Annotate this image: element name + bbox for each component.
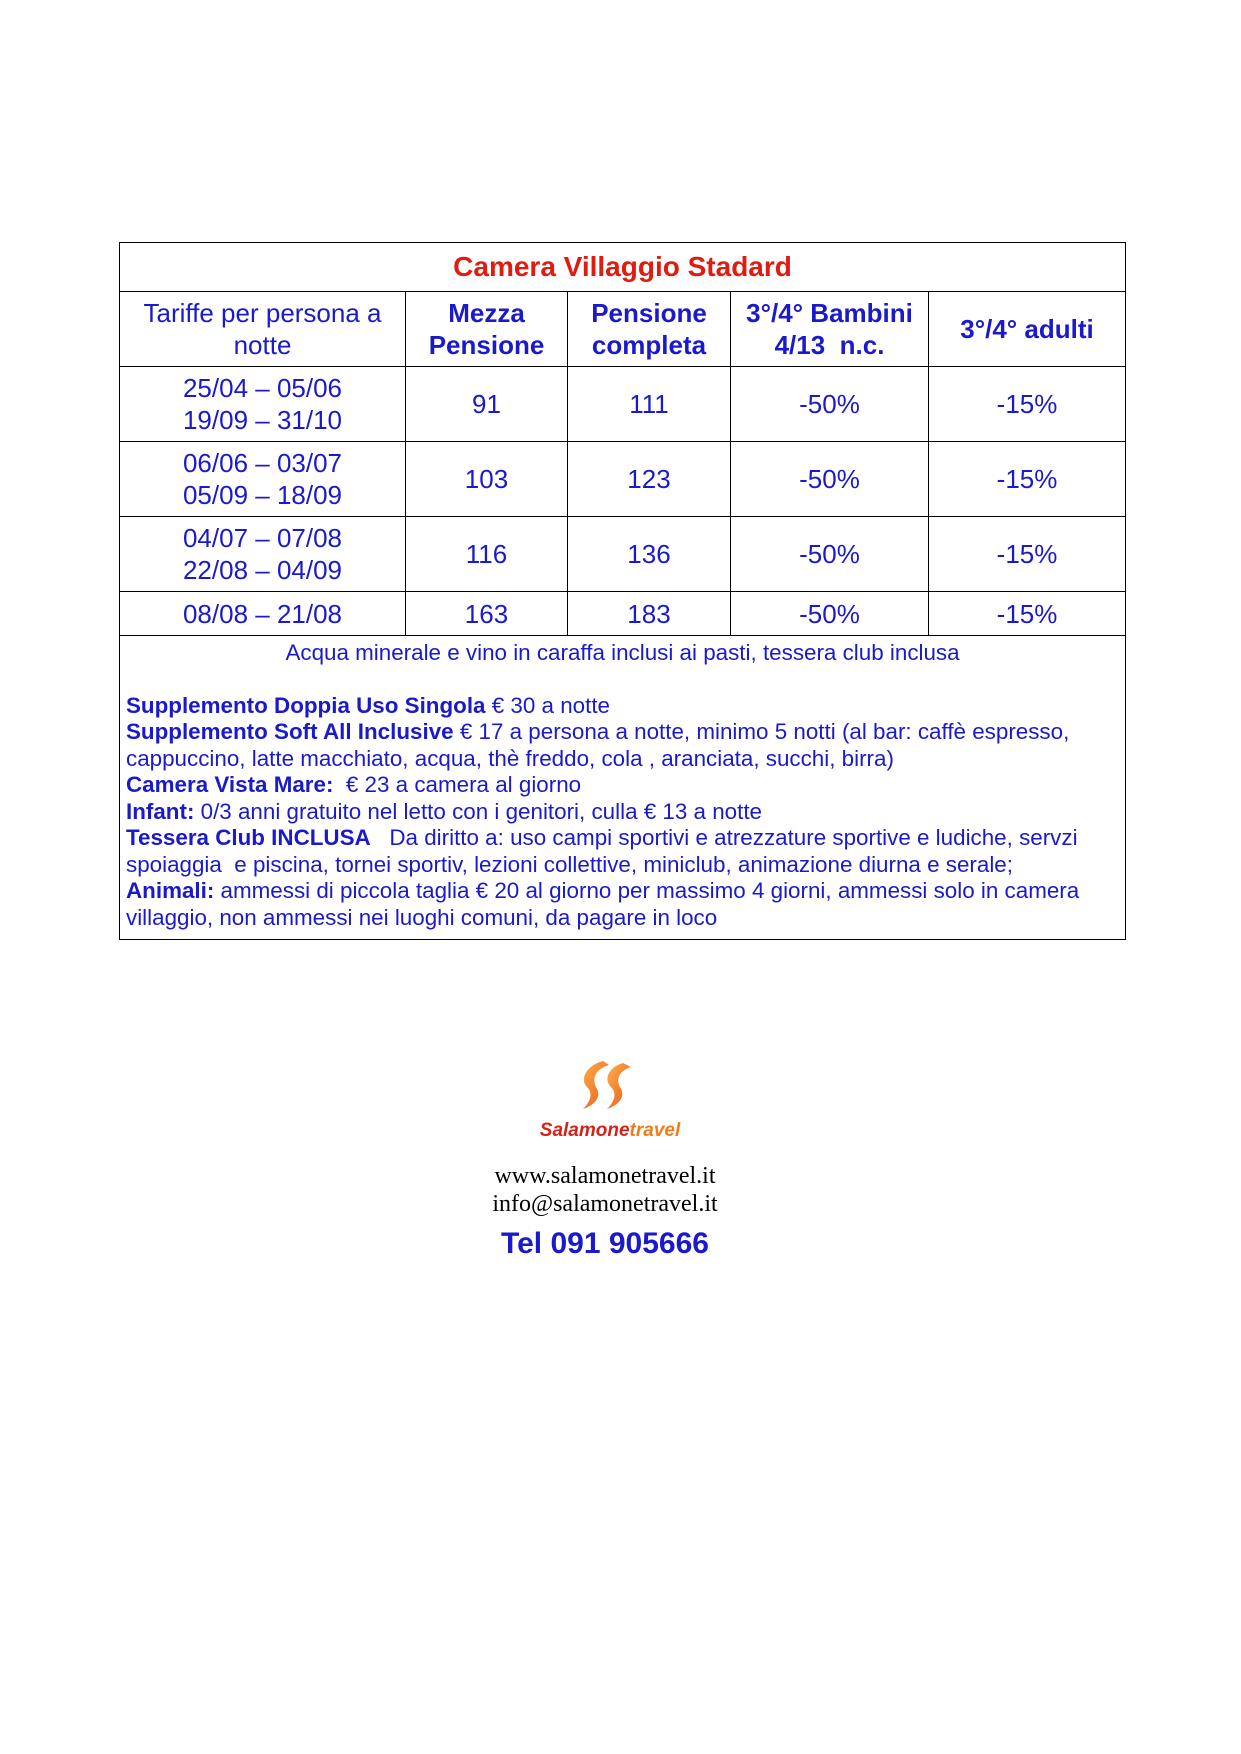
full-board-price: 123 xyxy=(568,442,731,517)
note-item: Tessera Club INCLUSA Da diritto a: uso campi sportivi e atrezzature sportive e ludiche, servzi spoiaggia e piscina, tornei sportiv, lezioni collettive, miniclub, animazione diurna e serale; xyxy=(126,825,1084,877)
children-discount: -50% xyxy=(731,517,929,592)
note-item: Animali: ammessi di piccola taglia € 20 al giorno per massimo 4 giorni, ammessi solo in camera villaggio, non ammessi nei luoghi comuni, da pagare in loco xyxy=(126,878,1080,930)
full-board-price: 111 xyxy=(568,367,731,442)
header-children: 3°/4° Bambini 4/13 n.c. xyxy=(731,292,929,367)
table-title: Camera Villaggio Stadard xyxy=(120,243,1126,292)
included-note: Acqua minerale e vino in caraffa inclusi ai pasti, tessera club inclusa xyxy=(285,640,960,665)
children-discount: -50% xyxy=(731,442,929,517)
table-row xyxy=(120,367,1126,442)
children-discount: -50% xyxy=(731,367,929,442)
header-full-board: Pensione completa xyxy=(568,292,731,367)
half-board-price: 103 xyxy=(406,442,568,517)
svg-text:Salamonetravel: Salamonetravel xyxy=(539,1120,681,1141)
salamone-s-logo-icon xyxy=(525,1057,695,1147)
phone-number: Tel 091 905666 xyxy=(501,1227,709,1260)
email-link[interactable]: info@salamonetravel.it xyxy=(492,1191,718,1217)
table-row xyxy=(120,517,1126,592)
adults-discount: -15% xyxy=(929,442,1126,517)
header-row xyxy=(120,292,1126,367)
notes-cell xyxy=(120,636,1126,940)
table-row xyxy=(120,442,1126,517)
children-discount: -50% xyxy=(731,592,929,636)
price-table xyxy=(119,242,1126,940)
period-cell: 04/07 – 07/08 22/08 – 04/09 xyxy=(120,517,406,592)
header-half-board: Mezza Pensione xyxy=(406,292,568,367)
period-cell: 06/06 – 03/07 05/09 – 18/09 xyxy=(120,442,406,517)
table-row xyxy=(120,592,1126,636)
full-board-price: 183 xyxy=(568,592,731,636)
half-board-price: 91 xyxy=(406,367,568,442)
period-cell: 25/04 – 05/06 19/09 – 31/10 xyxy=(120,367,406,442)
adults-discount: -15% xyxy=(929,517,1126,592)
period-cell: 08/08 – 21/08 xyxy=(120,592,406,636)
adults-discount: -15% xyxy=(929,367,1126,442)
note-item: Infant: 0/3 anni gratuito nel letto con i genitori, culla € 13 a notte xyxy=(126,798,763,824)
note-item: Camera Vista Mare: € 23 a camera al giorno xyxy=(126,772,582,797)
note-item: Supplemento Soft All Inclusive € 17 a persona a notte, minimo 5 notti (al bar: caffè espresso, cappuccino, latte macchiato, acqua, thè freddo, cola , aranciata, succhi, birra) xyxy=(126,719,1070,771)
header-adults: 3°/4° adulti xyxy=(929,292,1126,367)
website-link[interactable]: www.salamonetravel.it xyxy=(494,1163,716,1189)
adults-discount: -15% xyxy=(929,592,1126,636)
salamone-travel-logo xyxy=(525,1057,695,1147)
half-board-price: 163 xyxy=(406,592,568,636)
half-board-price: 116 xyxy=(406,517,568,592)
note-item: Supplemento Doppia Uso Singola € 30 a notte xyxy=(126,692,611,718)
header-period: Tariffe per persona a notte xyxy=(120,292,406,367)
full-board-price: 136 xyxy=(568,517,731,592)
